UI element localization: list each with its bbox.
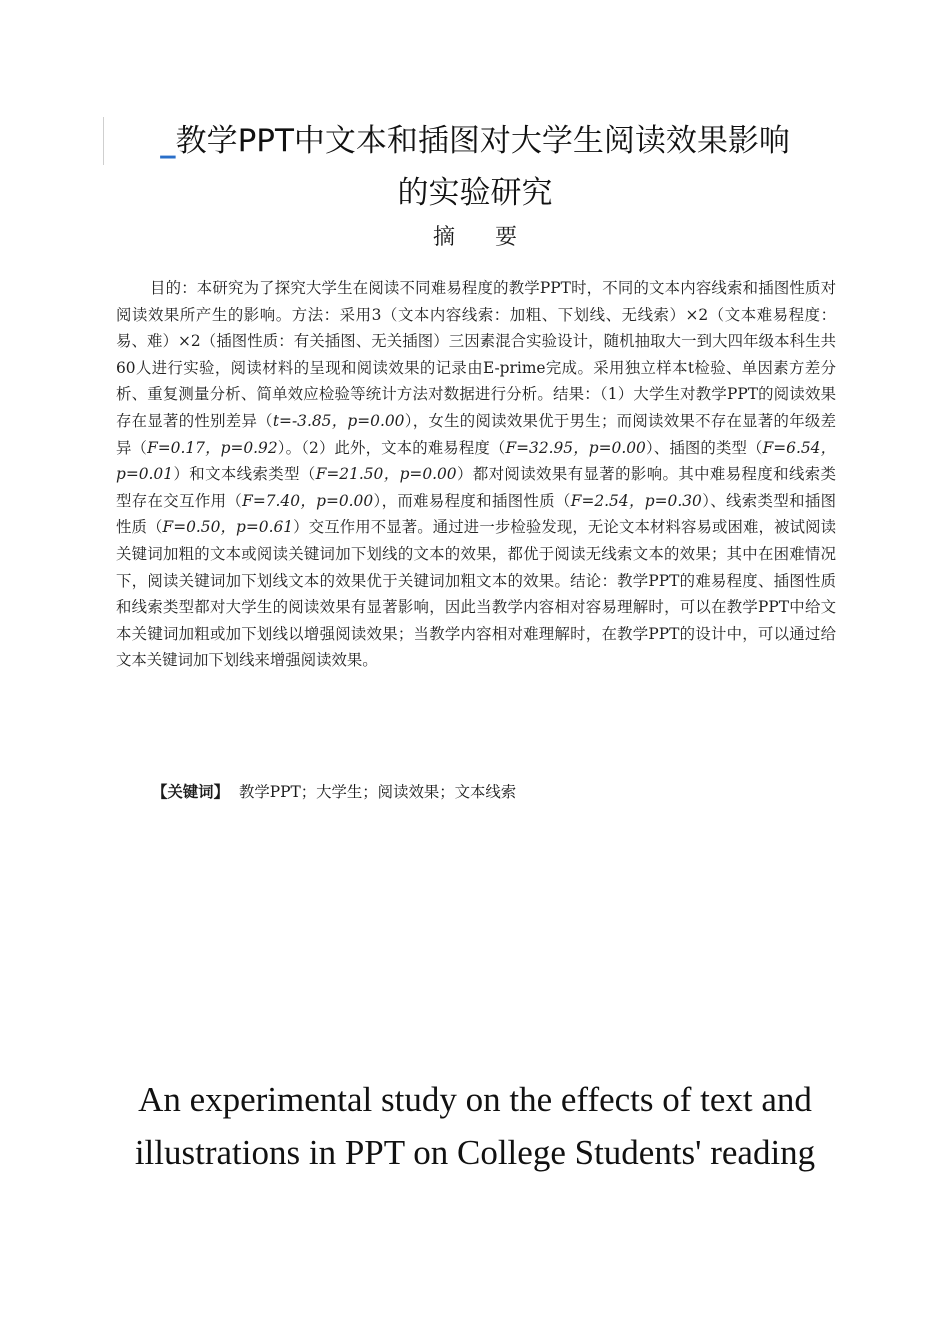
abstract-text-2: ），女生的阅读效果优于男生；而阅读效果不存在显著的年级差异（	[116, 411, 836, 457]
abstract-stat-6: F=7.40，p=0.00	[242, 491, 374, 510]
title-line-1	[100, 115, 850, 167]
abstract-text-7: ），而难易程度和插图性质（	[373, 491, 571, 510]
keywords-value: 教学PPT；大学生；阅读效果；文本线索	[238, 783, 517, 801]
keywords-line	[152, 780, 832, 804]
abstract-text-8: ）、线索类型和插图性质（	[116, 491, 837, 537]
chinese-title	[100, 115, 850, 219]
abstract-stat-3: F=32.95，p=0.00	[505, 438, 646, 457]
abstract-heading: 摘要	[432, 225, 557, 250]
abstract-text-1: 目的：本研究为了探究大学生在阅读不同难易程度的教学PPT时，不同的文本内容线索和插图性质对阅读效果所产生的影响。方法：采用3（文本内容线索：加粗、下划线、无线索）×2（文本难易程度：易、难）×2（插图性质：有关插图、无关插图）三因素混合实验设计，随机抽取大一到大四年级本科生共60人进行实验，阅读材料的呈现和阅读效果的记录由E-prime完成。采用独立样本t检验、单因素方差分析、重复测量分析、简单效应检验等统计方法对数据进行分析。结果：（1）大学生对教学PPT的阅读效果存在显著的性别差异（	[116, 279, 836, 430]
english-title	[100, 1073, 850, 1179]
title-line-1-text: 教学PPT中文本和插图对大学生阅读效果影响	[175, 123, 790, 159]
abstract-text-3: ）。（2）此外，文本的难易程度（	[277, 438, 506, 457]
abstract-text-6: ）都对阅读效果有显著的影响。其中难易程度和线索类型存在交互作用（	[116, 465, 836, 510]
abstract-text-9: ）交互作用不显著。通过进一步检验发现，无论文本材料容易或困难，被试阅读关键词加粗的文本或阅读关键词加下划线的文本的效果，都优于阅读无线索文本的效果；其中在困难情况下，阅读关键词加下划线文本的效果优于关键词加粗文本的效果。结论：教学PPT的难易程度、插图性质和线索类型都对大学生的阅读效果有显著影响，因此当教学内容相对容易理解时，可以在教学PPT中给文本关键词加粗或加下划线以增强阅读效果；当教学内容相对难理解时，在教学PPT的设计中，可以通过给文本关键词加下划线来增强阅读效果。	[116, 518, 836, 670]
abstract-text-4: ）、插图的类型（	[645, 438, 763, 457]
title-line-2: 的实验研究	[397, 175, 553, 211]
abstract-stat-2: F=0.17，p=0.92	[147, 438, 278, 457]
title-prefix: _	[160, 123, 176, 159]
abstract-stat-5: F=21.50，p=0.00	[315, 465, 457, 484]
abstract-stat-7: F=2.54，p=0.30	[570, 491, 702, 510]
abstract-stat-1: t=-3.85，p=0.00	[272, 411, 405, 430]
english-title-line-2: illustrations in PPT on College Students' reading	[134, 1133, 816, 1172]
abstract-stat-4: F=6.54，p=0.01	[116, 438, 836, 484]
english-title-line-1: An experimental study on the effects of text and	[138, 1080, 812, 1119]
keywords-label: 【关键词】	[152, 783, 229, 801]
abstract-body	[116, 275, 836, 674]
abstract-stat-8: F=0.50，p=0.61	[162, 518, 294, 537]
abstract-text-5: ）和文本线索类型（	[173, 465, 316, 484]
